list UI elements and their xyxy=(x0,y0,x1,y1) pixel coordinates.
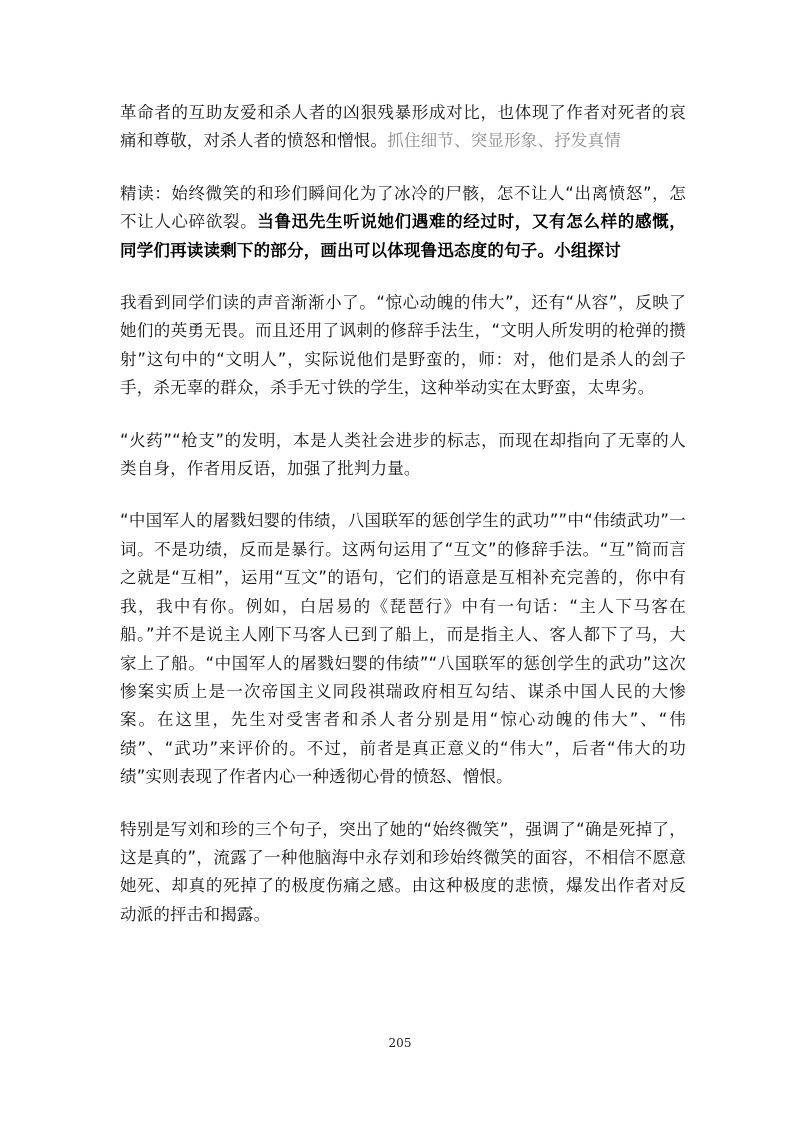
paragraph-2-text: 精读：始终微笑的和珍们瞬间化为了冰冷的尸骸，怎不让人“出离愤怒”，怎不让人心碎欲裂。 xyxy=(120,183,686,232)
paragraph-6-text: 特别是写刘和珍的三个句子，突出了她的“始终微笑”，强调了“确是死掉了，这是真的”，流露了一种他脑海中永存刘和珍始终微笑的面容，不相信不愿意她死、却真的死掉了的极度伤痛之感。由这种极度的悲愤，爆发出作者对反动派的抨击和揭露。 xyxy=(120,819,686,924)
paragraph-1 xyxy=(120,99,686,156)
paragraph-2-question: 当鲁迅先生听说她们遇难的经过时，又有怎么样的感慨，同学们再读读剩下的部分，画出可以体现鲁迅态度的句子。小组探讨 xyxy=(120,212,686,260)
document-body xyxy=(120,99,686,953)
paragraph-2 xyxy=(120,180,686,265)
paragraph-3 xyxy=(120,289,686,403)
page-number: 205 xyxy=(388,1036,412,1050)
paragraph-4-text: “火药”“枪支”的发明，本是人类社会进步的标志，而现在却指向了无辜的人类自身，作者用反语，加强了批判力量。 xyxy=(120,430,686,479)
paragraph-4 xyxy=(120,427,686,484)
paragraph-5 xyxy=(120,507,686,791)
paragraph-1-text: 革命者的互助友爱和杀人者的凶狠残暴形成对比，也体现了作者对死者的哀痛和尊敬，对杀人者的愤怒和憎恨。 xyxy=(120,103,686,151)
paragraph-6 xyxy=(120,816,686,930)
paragraph-5-text: “中国军人的屠戮妇婴的伟绩，八国联军的惩创学生的武功””中“伟绩武功”一词。不是功绩，反而是暴行。这两句运用了“互文”的修辞手法。“互”简而言之就是“互相”，运用“互文”的语句，它们的语意是互相补充完善的，你中有我，我中有你。例如，白居易的《琵琶行》中有一句话：“主人下马客在船。”并不是说主人刚下马客人已到了船上，而是指主人、客人都下了马，大家上了船。“中国军人的屠戮妇婴的伟绩”“八国联军的惩创学生的武功”这次惨案实质上是一次帝国主义同段祺瑞政府相互勾结、谋杀中国人民的大惨案。在这里，先生对受害者和杀人者分别是用“惊心动魄的伟大”、“伟绩”、“武功”来评价的。不过，前者是真正意义的“伟大”，后者“伟大的功绩”实则表现了作者内心一种透彻心骨的愤怒、憎恨。 xyxy=(120,511,686,787)
paragraph-3-text: 我看到同学们读的声音渐渐小了。“惊心动魄的伟大”，还有“从容”，反映了她们的英勇无畏。而且还用了讽刺的修辞手法生，“文明人所发明的枪弹的攒射”这句中的“文明人”，实际说他们是野蛮的，师：对，他们是杀人的刽子手，杀无辜的群众，杀手无寸铁的学生，这种举动实在太野蛮，太卑劣。 xyxy=(120,293,686,398)
paragraph-1-note: 抓住细节、突显形象、抒发真情 xyxy=(387,131,622,151)
